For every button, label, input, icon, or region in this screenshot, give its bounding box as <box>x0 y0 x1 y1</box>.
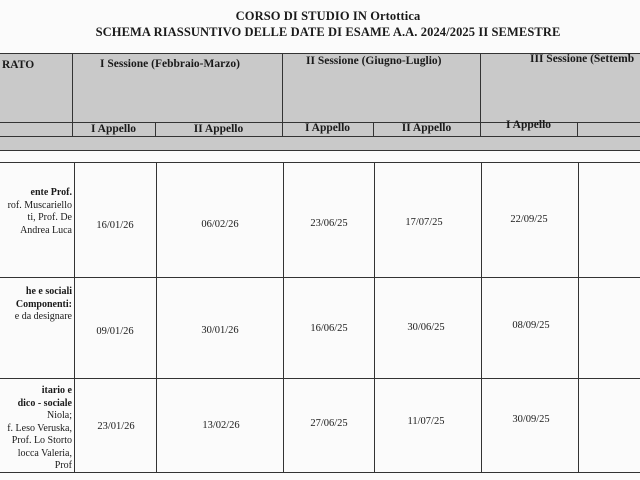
session-2-header: II Sessione (Giugno-Luglio) <box>306 55 442 67</box>
appello-header: I Appello <box>90 123 137 135</box>
document-subtitle: SCHEMA RIASSUNTIVO DELLE DATE DI ESAME A.A. 2024/2025 II SEMESTRE <box>95 25 561 39</box>
grid-line <box>0 150 640 151</box>
appello-header: I Appello <box>304 122 351 134</box>
exam-date: 23/01/26 <box>97 421 135 432</box>
grid-line <box>0 136 640 137</box>
appello-header: II Appello <box>193 123 244 135</box>
grid-line <box>0 378 640 379</box>
grid-line <box>0 472 640 473</box>
exam-date: 16/01/26 <box>96 220 134 231</box>
grid-line <box>74 162 75 472</box>
exam-date: 16/06/25 <box>310 323 348 334</box>
grid-line <box>0 277 640 278</box>
exam-date: 08/09/25 <box>512 320 550 331</box>
appello-header: II Appello <box>401 122 452 134</box>
exam-date: 09/01/26 <box>96 326 134 337</box>
course-description: ente Prof. rof. Muscariello ti, Prof. De Andrea Luca <box>7 187 72 236</box>
exam-date: 30/06/25 <box>407 322 445 333</box>
exam-date: 30/09/25 <box>512 414 550 425</box>
exam-date: 22/09/25 <box>510 214 548 225</box>
session-1-header: I Sessione (Febbraio-Marzo) <box>100 58 240 70</box>
grid-line <box>0 162 640 163</box>
exam-date: 13/02/26 <box>202 420 240 431</box>
grid-line <box>283 162 284 472</box>
first-column-header: RATO <box>2 59 35 71</box>
exam-date: 17/07/25 <box>405 217 443 228</box>
document-title: CORSO DI STUDIO IN Ortottica <box>235 9 421 23</box>
grid-line <box>156 162 157 472</box>
course-description: itario e dico - sociale Niola; f. Leso Veruska, Prof. Lo Storto locca Valeria, Prof <box>7 385 72 471</box>
grid-line <box>481 162 482 472</box>
exam-date: 11/07/25 <box>407 416 445 427</box>
appello-header: I Appello <box>505 119 552 131</box>
session-3-header: III Sessione (Settemb <box>530 53 635 65</box>
grid-line <box>578 162 579 472</box>
exam-date: 23/06/25 <box>310 218 348 229</box>
exam-date: 30/01/26 <box>201 325 239 336</box>
grid-line <box>577 122 578 136</box>
exam-date: 06/02/26 <box>201 219 239 230</box>
exam-date: 27/06/25 <box>310 418 348 429</box>
course-description: he e sociali Componenti: e da designare <box>14 286 72 322</box>
grid-line <box>374 162 375 472</box>
